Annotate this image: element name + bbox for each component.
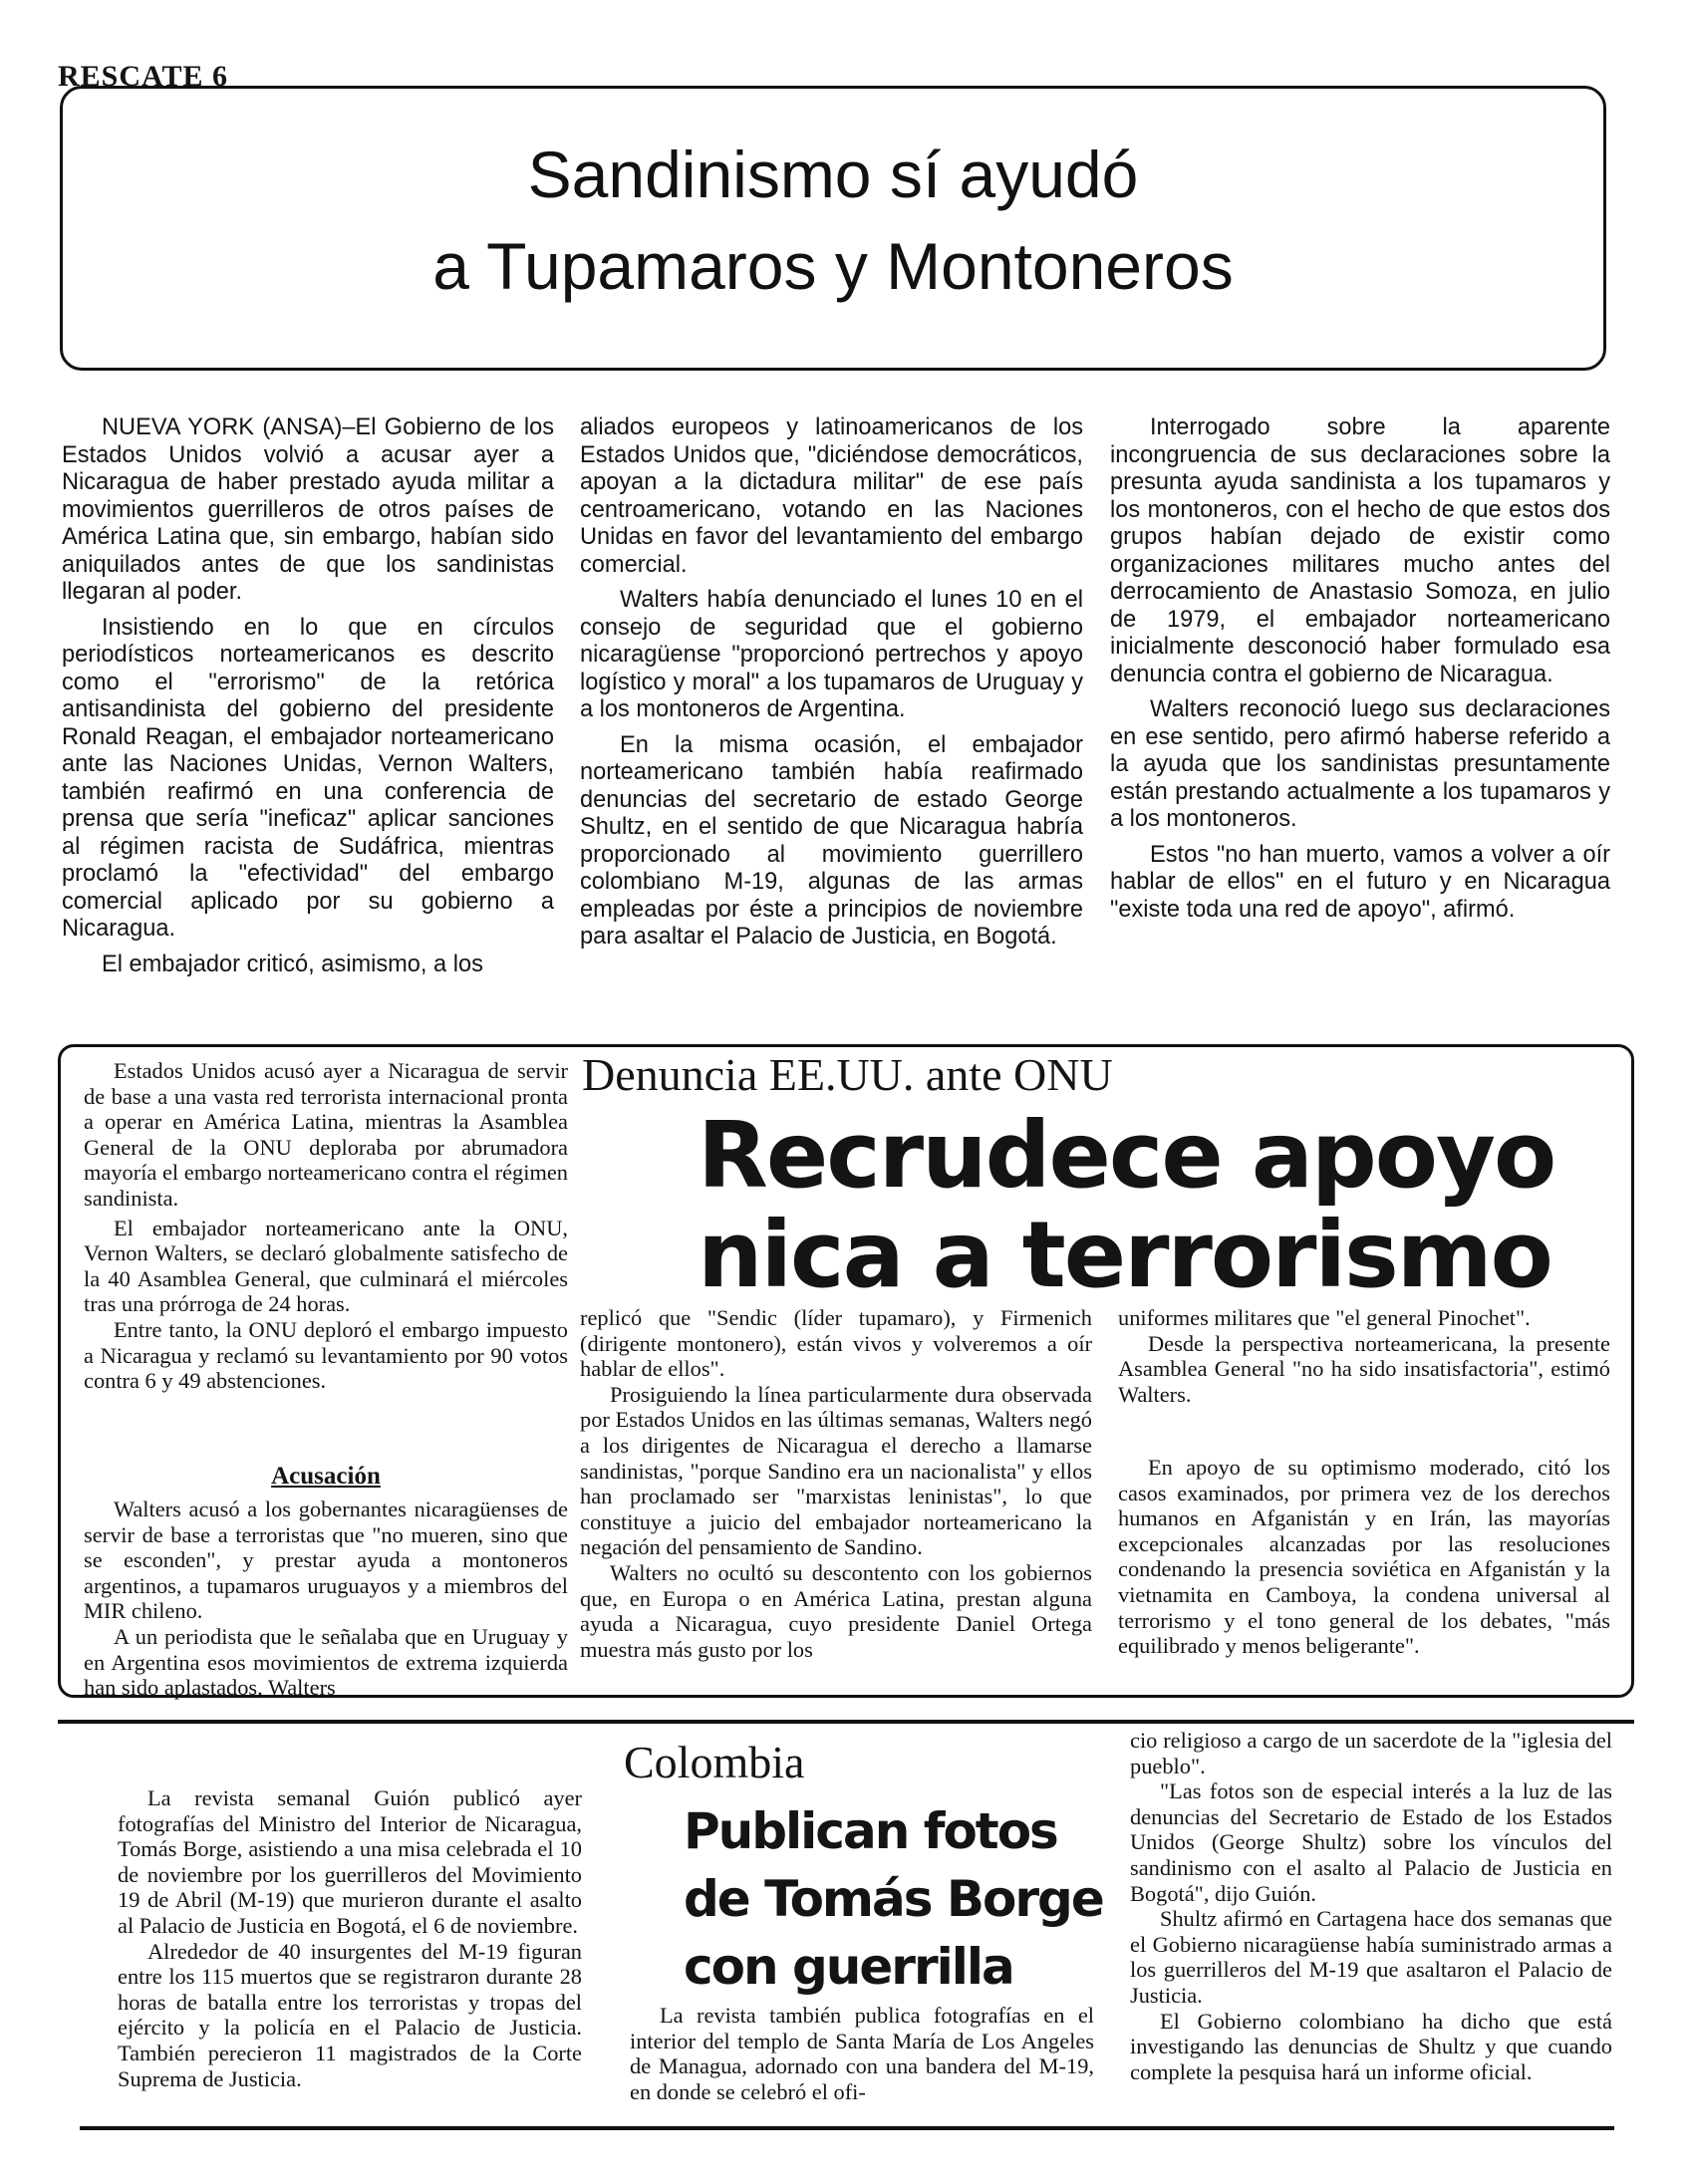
paragraph: Estados Unidos acusó ayer a Nicaragua de servir de base a una vasta red terrorista internacional pronta a operar en América Latina, mientras la Asamblea General de la ONU deploraba por abrumadora mayoría el embargo norteamericano contra el régimen sandinista. bbox=[84, 1058, 568, 1211]
article1-column-3 bbox=[1110, 414, 1610, 924]
paragraph: NUEVA YORK (ANSA)–El Gobierno de los Estados Unidos volvió a acusar ayer a Nicaragua de haber prestado ayuda militar a movimientos guerrilleros de otros países de América Latina que, sin embargo, habían sido aniquilados antes de que los sandinistas llegaran al poder. bbox=[62, 414, 554, 605]
article2-column-1 bbox=[84, 1058, 568, 1394]
headline-line-1: Sandinismo sí ayudó bbox=[527, 137, 1139, 211]
paragraph: cio religioso a cargo de un sacerdote de la "iglesia del pueblo". bbox=[1130, 1728, 1612, 1778]
paragraph: En la misma ocasión, el embajador norteamericano también había reafirmado denuncias del secretario de estado George Shultz, en el sentido de que Nicaragua habría proporcionado al movimiento guerrillero colombiano M-19, algunas de las armas empleadas por éste a principios de noviembre para asaltar el Palacio de Justicia, en Bogotá. bbox=[580, 731, 1083, 950]
paragraph: La revista también publica fotografías en el interior del templo de Santa María de Los Angeles de Managua, adornado con una bandera del M-19, en donde se celebró el ofi- bbox=[630, 2003, 1094, 2104]
paragraph: Walters acusó a los gobernantes nicaragüenses de servir de base a terroristas que "no mueren, sino que se esconden", y prestar ayuda a montoneros argentinos, a tupamaros uruguayos y a miembros del MIR chileno. bbox=[84, 1497, 568, 1624]
paragraph: Entre tanto, la ONU deploró el embargo impuesto a Nicaragua y reclamó su levantamiento por 90 votos contra 6 y 49 abstenciones. bbox=[84, 1316, 568, 1394]
paragraph: aliados europeos y latinoamericanos de los Estados Unidos que, "diciéndose democráticos, apoyan a la dictadura militar" de ese país centroamericano, votando en las Naciones Unidas en favor del levantamiento del embargo comercial. bbox=[580, 414, 1083, 578]
paragraph: Prosiguiendo la línea particularmente dura observada por Estados Unidos en las últimas semanas, Walters negó a los dirigentes de Nicaragua el derecho a llamarse sandinistas, "porque Sandino era un nacionalista" y ellos han proclamado ser "marxistas leninistas", lo que constituye a juicio del embajador norteamericano la negación del pensamiento de Sandino. bbox=[580, 1381, 1092, 1560]
article3-column-1 bbox=[118, 1785, 582, 2091]
section-label: RESCATE 6 bbox=[58, 60, 228, 93]
article2-column-3 bbox=[1118, 1305, 1610, 1407]
paragraph: Shultz afirmó en Cartagena hace dos semanas que el Gobierno nicaragüense había suministrado armas a los guerrilleros del M-19 que asaltaron el Palacio de Justicia. bbox=[1130, 1906, 1612, 2008]
article2-column-3b bbox=[1118, 1455, 1610, 1659]
headline-line-1: Recrudece apoyo bbox=[698, 1102, 1555, 1209]
article2-subhead: Acusación bbox=[271, 1463, 381, 1490]
article2-column-2 bbox=[580, 1305, 1092, 1662]
article3-headline bbox=[684, 1797, 1122, 2001]
paragraph: El embajador criticó, asimismo, a los bbox=[102, 951, 483, 977]
paragraph: El embajador norteamericano ante la ONU, Vernon Walters, se declaró globalmente satisfecho de la 40 Asamblea General, que culminará el miércoles tras una prórroga de 24 horas. bbox=[84, 1215, 568, 1317]
article3-column-3 bbox=[1130, 1728, 1612, 2084]
article1-column-1 bbox=[62, 414, 554, 978]
bottom-rule bbox=[80, 2126, 1614, 2130]
paragraph: uniformes militares que "el general Pinochet". bbox=[1118, 1305, 1531, 1330]
paragraph: Insistiendo en lo que en círculos periodísticos norteamericanos es descrito como el "errorismo" de la retórica antisandinista del gobierno del presidente Ronald Reagan, el embajador norteamericano ante las Naciones Unidas, Vernon Walters, también reafirmó en una conferencia de prensa que sería "ineficaz" aplicar sanciones al régimen racista de Sudáfrica, mientras proclamó la "efectividad" del embargo comercial aplicado por su gobierno a Nicaragua. bbox=[62, 614, 554, 942]
paragraph: En apoyo de su optimismo moderado, citó los casos examinados, por primera vez de los derechos humanos en Afganistán y en Irán, las mayorías excepcionales alcanzadas por las resoluciones condenando la presencia soviética en Afganistán y la vietnamita en Camboya, la condena universal al terrorismo y el tono general de los debates, "más equilibrado y menos beligerante". bbox=[1118, 1455, 1610, 1659]
headline-box bbox=[60, 86, 1606, 371]
headline-line-2: nica a terrorismo bbox=[698, 1202, 1551, 1308]
paragraph: "Las fotos son de especial interés a la luz de las denuncias del Secretario de Estado de los Estados Unidos (George Shultz) sobre los vínculos del sandinismo con el asalto al Palacio de Justicia en Bogotá", dijo Guión. bbox=[1130, 1778, 1612, 1906]
paragraph: Interrogado sobre la aparente incongruencia de sus declaraciones sobre la presunta ayuda sandinista a los tupamaros y los montoneros, con el hecho de que estos dos grupos habían dejado de existir como organizaciones militares mucho antes del derrocamiento de Anastasio Somoza, en julio de 1979, el embajador norteamericano inicialmente desconoció haber formulado esa denuncia contra el gobierno de Nicaragua. bbox=[1110, 414, 1610, 687]
paragraph: Walters había denunciado el lunes 10 en el consejo de seguridad que el gobierno nicaragüense "proporcionó pertrechos y apoyo logístico y moral" a los tupamaros de Uruguay y a los montoneros de Argentina. bbox=[580, 587, 1083, 722]
paragraph: replicó que "Sendic (líder tupamaro), y Firmenich (dirigente montonero), están vivos y volveremos a oír hablar de ellos". bbox=[580, 1305, 1092, 1382]
article2-headline bbox=[698, 1102, 1594, 1308]
paragraph: Alrededor de 40 insurgentes del M-19 figuran entre los 115 muertos que se registraron durante 28 horas de batalla entre los terroristas y tropas del ejército y la policía en el Palacio de Justicia. También perecieron 11 magistrados de la Corte Suprema de Justicia. bbox=[118, 1938, 582, 2091]
headline-line-2: a Tupamaros y Montoneros bbox=[432, 229, 1234, 303]
paragraph: Desde la perspectiva norteamericana, la presente Asamblea General "no ha sido insatisfactoria", estimó Walters. bbox=[1118, 1330, 1610, 1407]
paragraph: El Gobierno colombiano ha dicho que está investigando las denuncias de Shultz y que cuando complete la pesquisa hará un informe oficial. bbox=[1130, 2008, 1612, 2084]
article2-column-1b bbox=[84, 1497, 568, 1701]
headline-line-2: de Tomás Borge bbox=[684, 1870, 1103, 1928]
article3-kicker: Colombia bbox=[624, 1737, 805, 1787]
paragraph: A un periodista que le señalaba que en Uruguay y en Argentina esos movimientos de extrema izquierda han sido aplastados, Walters bbox=[84, 1623, 568, 1701]
article1-column-2 bbox=[580, 414, 1083, 952]
paragraph: La revista semanal Guión publicó ayer fotografías del Ministro del Interior de Nicaragua, Tomás Borge, asistiendo a una misa celebrada el 10 de noviembre por los guerrilleros del Movimiento 19 de Abril (M-19) que murieron durante el asalto al Palacio de Justicia en Bogotá, el 6 de noviembre. bbox=[118, 1785, 582, 1938]
article2-kicker: Denuncia EE.UU. ante ONU bbox=[582, 1049, 1113, 1100]
headline-line-1: Publican fotos bbox=[684, 1802, 1057, 1860]
headline-line-3: con guerrilla bbox=[684, 1938, 1013, 1996]
paragraph: Walters no ocultó su descontento con los gobiernos que, en Europa o en América Latina, prestan alguna ayuda a Nicaragua, cuyo presidente Daniel Ortega muestra más gusto por los bbox=[580, 1559, 1092, 1662]
section-divider bbox=[58, 1720, 1634, 1724]
paragraph: Estos "no han muerto, vamos a volver a oír hablar de ellos" en el futuro y en Nicaragua "existe toda una red de apoyo", afirmó. bbox=[1110, 841, 1610, 923]
article3-column-2 bbox=[630, 2003, 1094, 2104]
paragraph: Walters reconoció luego sus declaraciones en ese sentido, pero afirmó haberse referido a la ayuda que los sandinistas presuntamente están prestando actualmente a los tupamaros y a los montoneros. bbox=[1110, 696, 1610, 832]
